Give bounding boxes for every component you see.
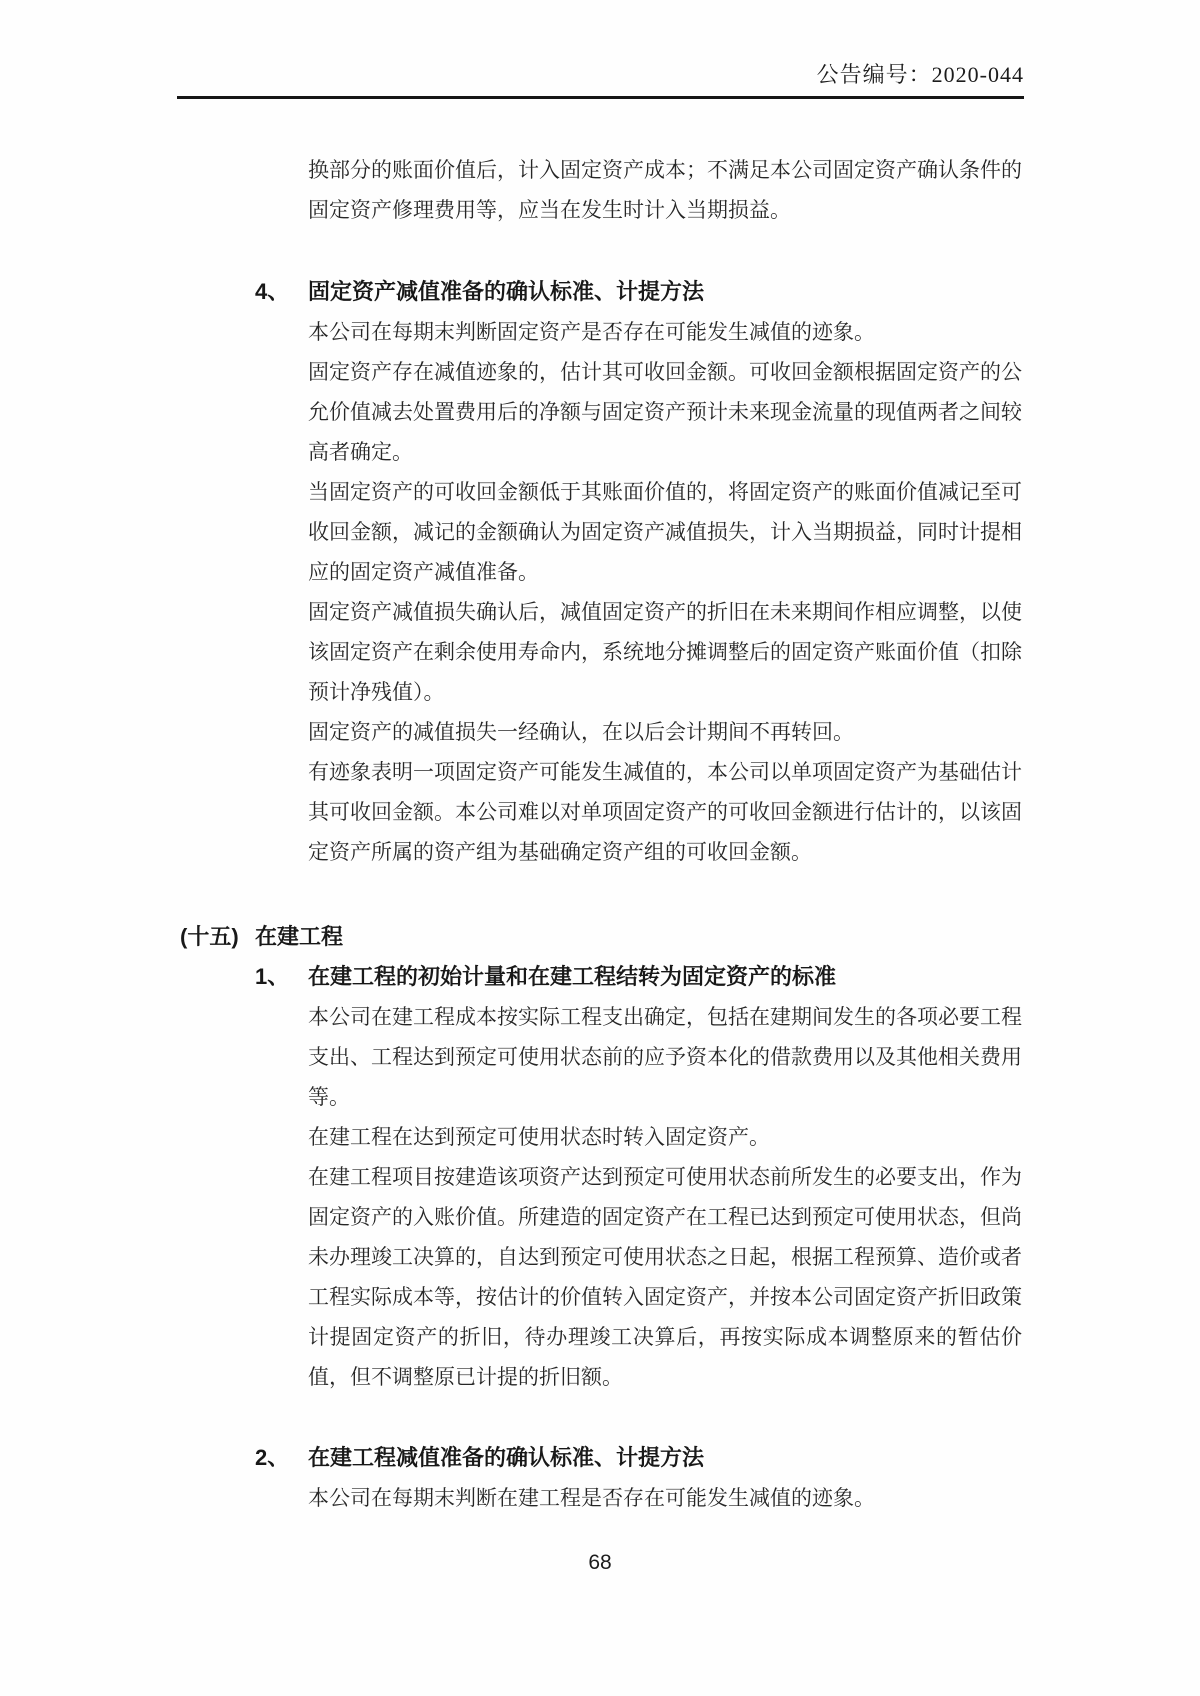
section-4-paragraph: 本公司在每期末判断固定资产是否存在可能发生减值的迹象。 — [308, 320, 875, 344]
section-4-heading — [255, 272, 1024, 312]
section-15-1-paragraph: 在建工程项目按建造该项资产达到预定可使用状态前所发生的必要支出，作为固定资产的入账价值。所建造的固定资产在工程已达到预定可使用状态，但尚未办理竣工决算的，自达到预定可使用状态之日起，根据工程预算、造价或者工程实际成本等，按估计的价值转入固定资产，并按本公司固定资产折旧政策计提固定资产的折旧，待办理竣工决算后，再按实际成本调整原来的暂估价值，但不调整原已计提的折旧额。 — [308, 1165, 1022, 1389]
section-15-2-title: 在建工程减值准备的确认标准、计提方法 — [308, 1445, 705, 1470]
section-15-1-paragraph: 本公司在建工程成本按实际工程支出确定，包括在建期间发生的各项必要工程支出、工程达到预定可使用状态前的应予资本化的借款费用以及其他相关费用等。 — [308, 1005, 1022, 1109]
section-4-paragraph: 固定资产减值损失确认后，减值固定资产的折旧在未来期间作相应调整，以使该固定资产在剩余使用寿命内，系统地分摊调整后的固定资产账面价值（扣除预计净残值）。 — [308, 600, 1022, 704]
page-header — [177, 60, 1024, 90]
section-4-paragraph: 当固定资产的可收回金额低于其账面价值的，将固定资产的账面价值减记至可收回金额，减记的金额确认为固定资产减值损失，计入当期损益，同时计提相应的固定资产减值准备。 — [308, 480, 1022, 584]
section-15-1-number: 1、 — [255, 964, 290, 989]
doc-number: 公告编号：2020-044 — [816, 62, 1024, 87]
section-15-heading — [180, 917, 1024, 957]
section-4-number: 4、 — [255, 279, 290, 304]
section-4-paragraph: 固定资产存在减值迹象的，估计其可收回金额。可收回金额根据固定资产的公允价值减去处置费用后的净额与固定资产预计未来现金流量的现值两者之间较高者确定。 — [308, 360, 1022, 464]
page-content — [180, 150, 1024, 1518]
section-4-title: 固定资产减值准备的确认标准、计提方法 — [308, 279, 705, 304]
section-15-title: 在建工程 — [255, 924, 344, 949]
section-15-1-title: 在建工程的初始计量和在建工程结转为固定资产的标准 — [308, 964, 837, 989]
header-rule — [177, 96, 1024, 99]
section-15-2-heading — [255, 1438, 1024, 1478]
section-15-number: (十五) — [180, 924, 239, 949]
section-4-paragraph: 有迹象表明一项固定资产可能发生减值的，本公司以单项固定资产为基础估计其可收回金额。本公司难以对单项固定资产的可收回金额进行估计的，以该固定资产所属的资产组为基础确定资产组的可收回金额。 — [308, 760, 1022, 864]
page-number: 68 — [588, 1551, 612, 1574]
section-15-2-paragraph: 本公司在每期末判断在建工程是否存在可能发生减值的迹象。 — [308, 1486, 875, 1510]
section-15-2-number: 2、 — [255, 1445, 290, 1470]
section-15-1-paragraph: 在建工程在达到预定可使用状态时转入固定资产。 — [308, 1125, 770, 1149]
section-15-1-heading — [255, 957, 1024, 997]
section-4-paragraph: 固定资产的减值损失一经确认，在以后会计期间不再转回。 — [308, 720, 854, 744]
intro-paragraph: 换部分的账面价值后，计入固定资产成本；不满足本公司固定资产确认条件的固定资产修理费用等，应当在发生时计入当期损益。 — [308, 158, 1022, 222]
